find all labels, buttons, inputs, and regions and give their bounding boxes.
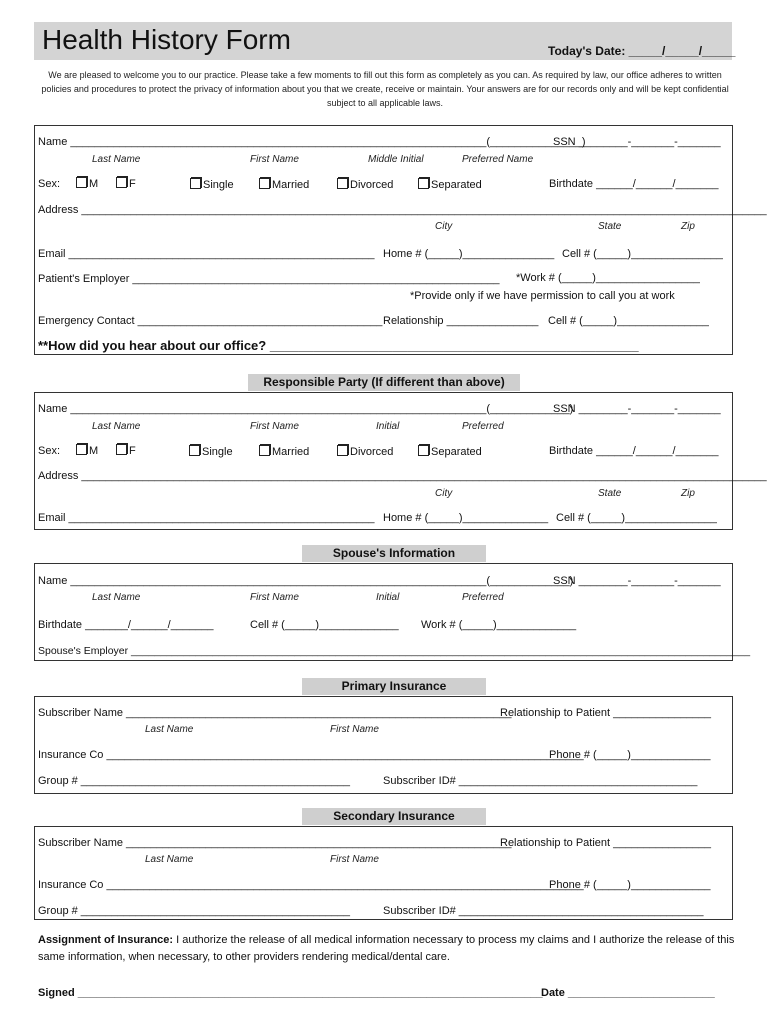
checkbox-icon xyxy=(418,178,429,189)
signature-date-field[interactable]: Date ________________________ xyxy=(541,987,715,999)
patient-birthdate-field[interactable]: Birthdate ______/______/_______ xyxy=(549,178,719,190)
label-sex: Sex: xyxy=(38,178,61,190)
referral-source-field[interactable]: **How did you hear about our office? ___________________________________________________ xyxy=(38,338,639,353)
page-title: Health History Form xyxy=(42,24,291,55)
spouse-employer-field[interactable]: Spouse's Employer __________________________________________________________________________________________________________ xyxy=(38,645,751,657)
responsible-email-field[interactable]: Email __________________________________________________ xyxy=(38,512,375,524)
single-checkbox[interactable]: Single xyxy=(190,178,234,191)
emergency-cell-field[interactable]: Cell # (_____)_______________ xyxy=(548,315,709,327)
label-first-name: First Name xyxy=(250,154,299,165)
label-zip: Zip xyxy=(681,488,695,499)
spouse-birthdate-field[interactable]: Birthdate _______/______/_______ xyxy=(38,619,214,631)
sex-f-checkbox[interactable]: F xyxy=(116,444,136,457)
patient-name-field[interactable]: Name ____________________________________________________________________(_______________) xyxy=(38,136,586,148)
separated-checkbox[interactable]: Separated xyxy=(418,445,482,458)
divorced-checkbox[interactable]: Divorced xyxy=(337,445,393,458)
secondary-company-field[interactable]: Insurance Co ______________________________________________________________________________ xyxy=(38,879,584,891)
checkbox-icon xyxy=(259,178,270,189)
label-city: City xyxy=(435,221,453,232)
single-checkbox[interactable]: Single xyxy=(189,445,233,458)
checkbox-icon xyxy=(76,444,87,455)
married-checkbox[interactable]: Married xyxy=(259,178,309,191)
patient-email-field[interactable]: Email __________________________________________________ xyxy=(38,248,375,260)
secondary-subscriber-field[interactable]: Subscriber Name _______________________________________________________________ xyxy=(38,837,512,849)
label-sex: Sex: xyxy=(38,445,61,457)
signature-field[interactable]: Signed ____________________________________________________________________________ xyxy=(38,987,543,999)
secondary-relationship-field[interactable]: Relationship to Patient ________________ xyxy=(500,837,712,849)
assignment-text: I authorize the release of all medical information necessary to process my claims and I authorize the release of this same information, when necessary, to other providers rendering medical/dental care. xyxy=(38,934,735,963)
spouse-work-field[interactable]: Work # (_____)_____________ xyxy=(421,619,577,631)
label-city: City xyxy=(435,488,453,499)
emergency-contact-field[interactable]: Emergency Contact ________________________________________ xyxy=(38,315,383,327)
responsible-address-field[interactable]: Address ________________________________________________________________________________________________________________ xyxy=(38,470,767,482)
label-first-name: First Name xyxy=(250,421,299,432)
label-middle-initial: Middle Initial xyxy=(368,154,424,165)
patient-address-field[interactable]: Address ________________________________________________________________________________________________________________ xyxy=(38,204,767,216)
spouse-ssn-field[interactable]: SSN ________-_______-_______ xyxy=(553,575,721,587)
secondary-insurance-header: Secondary Insurance xyxy=(302,808,486,825)
label-initial: Initial xyxy=(376,421,400,432)
label-last-name: Last Name xyxy=(92,154,141,165)
label-first-name: First Name xyxy=(330,854,379,865)
checkbox-icon xyxy=(337,445,348,456)
label-first-name: First Name xyxy=(330,724,379,735)
sex-m-checkbox[interactable]: M xyxy=(76,444,98,457)
label-state: State xyxy=(598,488,622,499)
checkbox-icon xyxy=(189,445,200,456)
label-state: State xyxy=(598,221,622,232)
responsible-ssn-field[interactable]: SSN ________-_______-_______ xyxy=(553,403,721,415)
assignment-label: Assignment of Insurance: xyxy=(38,934,174,946)
primary-company-field[interactable]: Insurance Co ______________________________________________________________________________ xyxy=(38,749,584,761)
label-first-name: First Name xyxy=(250,592,299,603)
checkbox-icon xyxy=(116,177,127,188)
label-preferred: Preferred xyxy=(462,421,504,432)
secondary-group-field[interactable]: Group # ____________________________________________ xyxy=(38,905,350,917)
secondary-subscriber-id-field[interactable]: Subscriber ID# ________________________________________ xyxy=(383,905,704,917)
spouse-name-field[interactable]: Name ____________________________________________________________________(_____________) xyxy=(38,575,574,587)
patient-work-phone-field[interactable]: *Work # (_____)_________________ xyxy=(516,272,700,284)
primary-subscriber-field[interactable]: Subscriber Name _______________________________________________________________ xyxy=(38,707,512,719)
label-preferred: Preferred xyxy=(462,592,504,603)
responsible-birthdate-field[interactable]: Birthdate ______/______/_______ xyxy=(549,445,719,457)
checkbox-icon xyxy=(116,444,127,455)
label-last-name: Last Name xyxy=(145,724,194,735)
divorced-checkbox[interactable]: Divorced xyxy=(337,178,393,191)
checkbox-icon xyxy=(190,178,201,189)
label-last-name: Last Name xyxy=(145,854,194,865)
sex-f-checkbox[interactable]: F xyxy=(116,177,136,190)
patient-home-phone-field[interactable]: Home # (_____)_______________ xyxy=(383,248,555,260)
primary-subscriber-id-field[interactable]: Subscriber ID# _______________________________________ xyxy=(383,775,698,787)
primary-group-field[interactable]: Group # ____________________________________________ xyxy=(38,775,350,787)
checkbox-icon xyxy=(337,178,348,189)
checkbox-icon xyxy=(259,445,270,456)
primary-relationship-field[interactable]: Relationship to Patient ________________ xyxy=(500,707,712,719)
responsible-party-header: Responsible Party (If different than above) xyxy=(248,374,520,391)
secondary-phone-field[interactable]: Phone # (_____)_____________ xyxy=(549,879,711,891)
checkbox-icon xyxy=(76,177,87,188)
label-initial: Initial xyxy=(376,592,400,603)
patient-ssn-field[interactable]: SSN ________-_______-_______ xyxy=(553,136,721,148)
todays-date-field[interactable]: Today's Date: _____/_____/_____ xyxy=(548,44,736,58)
label-preferred-name: Preferred Name xyxy=(462,154,534,165)
emergency-relationship-field[interactable]: Relationship _______________ xyxy=(383,315,539,327)
label-last-name: Last Name xyxy=(92,592,141,603)
responsible-cell-phone-field[interactable]: Cell # (_____)_______________ xyxy=(556,512,717,524)
patient-cell-phone-field[interactable]: Cell # (_____)_______________ xyxy=(562,248,723,260)
separated-checkbox[interactable]: Separated xyxy=(418,178,482,191)
sex-m-checkbox[interactable]: M xyxy=(76,177,98,190)
label-last-name: Last Name xyxy=(92,421,141,432)
responsible-name-field[interactable]: Name ____________________________________________________________________(_____________) xyxy=(38,403,574,415)
patient-employer-field[interactable]: Patient's Employer ____________________________________________________________ xyxy=(38,273,500,285)
label-zip: Zip xyxy=(681,221,695,232)
spouse-cell-field[interactable]: Cell # (_____)_____________ xyxy=(250,619,399,631)
married-checkbox[interactable]: Married xyxy=(259,445,309,458)
responsible-home-phone-field[interactable]: Home # (_____)______________ xyxy=(383,512,549,524)
checkbox-icon xyxy=(418,445,429,456)
intro-text: We are pleased to welcome you to our practice. Please take a few moments to fill out this form as completely as you can. As required by law, our office adheres to written policies and procedures to protect the privacy of information about you that we create, receive or maintain. Your answers are for our records only and will be kept confidential subject to all applicable laws. xyxy=(41,70,729,108)
primary-phone-field[interactable]: Phone # (_____)_____________ xyxy=(549,749,711,761)
work-permission-note: *Provide only if we have permission to call you at work xyxy=(410,290,675,302)
spouse-header: Spouse's Information xyxy=(302,545,486,562)
primary-insurance-header: Primary Insurance xyxy=(302,678,486,695)
assignment-of-insurance xyxy=(38,932,738,966)
